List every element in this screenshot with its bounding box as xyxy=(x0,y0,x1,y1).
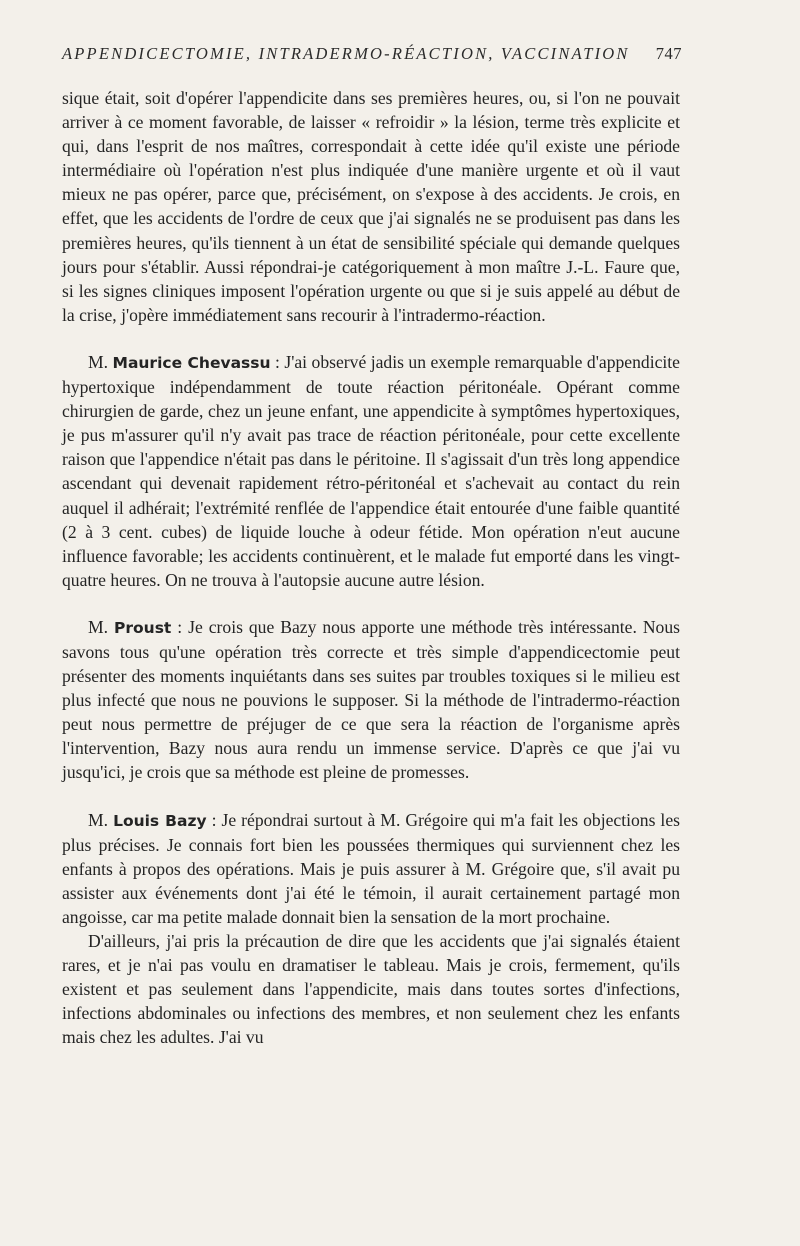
speaker-prefix: M. xyxy=(88,351,109,372)
speaker-prefix: M. xyxy=(88,616,109,637)
paragraph-bazy xyxy=(62,808,680,929)
speaker-prefix: M. xyxy=(88,809,109,830)
paragraph-text: : Je répondrai surtout à M. Grégoire qui m'a fait les objections les plus précises. Je connais fort bien les poussées thermiques qui surviennent chez les enfants à propos des opérations. Mais je puis assurer à M. Grégoire que, s'il avait pu assister aux événements dont j'ai été le témoin, il aurait certainement partagé mon angoisse, car ma petite malade donnait bien la sensation de la mort prochaine. xyxy=(62,809,680,927)
paragraph-text: : Je crois que Bazy nous apporte une méthode très intéressante. Nous savons tous qu'une opération très correcte et très simple d'appendicectomie peut présenter des moments inquiétants dans ses suites par troubles toxiques si le milieu est plus infecté que nous ne pouvions le supposer. Si la méthode de l'intradermo-réaction peut nous permettre de préjuger de ce que sera la réaction de l'organisme après l'intervention, Bazy nous aura rendu un immense service. D'après ce que j'ai vu jusqu'ici, je crois que sa méthode est pleine de promesses. xyxy=(62,616,680,783)
body-text xyxy=(62,86,680,1049)
paragraph-chevassu xyxy=(62,350,680,592)
running-header xyxy=(62,44,682,64)
speaker-name: Proust xyxy=(114,618,172,637)
speaker-name: Maurice Chevassu xyxy=(112,353,271,372)
paragraph-continuation: sique était, soit d'opérer l'appendicite dans ses premières heures, ou, si l'on ne pouvait arriver à ce moment favorable, de laisser « refroidir » la lésion, terme très explicite et qui, dans l'esprit de nos maîtres, correspondait à cette idée qu'il existe une période intermédiaire où l'opération n'est plus indiquée d'une manière urgente et où il vaut mieux ne pas opérer, parce que, précisément, on s'expose à des accidents. Je crois, en effet, que les accidents de l'ordre de ceux que j'ai signalés ne se produisent pas dans les premières heures, qu'ils tiennent à un état de sensibilité spéciale qui demande quelques jours pour s'établir. Aussi répondrai-je catégoriquement à mon maître J.-L. Faure que, si les signes cliniques imposent l'opération urgente ou que si je suis appelé au début de la crise, j'opère immédiatement sans recourir à l'intradermo-réaction. xyxy=(62,88,680,325)
page-number: 747 xyxy=(655,44,682,63)
paragraph-bazy-continued: D'ailleurs, j'ai pris la précaution de dire que les accidents que j'ai signalés étaient rares, et je n'ai pas voulu en dramatiser le tableau. Mais je crois, fermement, qu'ils existent et pas seulement dans l'appendicite, mais dans toutes sortes d'infections, infections abdominales ou infections des membres, et non seulement chez les enfants mais chez les adultes. J'ai vu xyxy=(62,931,680,1048)
running-title: APPENDICECTOMIE, INTRADERMO-RÉACTION, VACCINATION xyxy=(62,44,630,63)
paragraph-proust xyxy=(62,615,680,785)
speaker-name: Louis Bazy xyxy=(113,811,207,830)
paragraph-text: : J'ai observé jadis un exemple remarquable d'appendicite hypertoxique indépendamment de toute réaction péritonéale. Opérant comme chirurgien de garde, chez un jeune enfant, une appendicite à symptômes hypertoxiques, je pus m'assurer qu'il n'y avait pas trace de réaction péritonéale, pour cette excellente raison que l'appendice n'était pas dans le péritoine. Il s'agissait d'un très long appendice ascendant qui devenait rapidement rétro-péritonéal et s'achevait au contact du rein auquel il adhérait; l'extrémité renflée de l'appendice était entourée d'une faible quantité (2 à 3 cent. cubes) de liquide louche à odeur fétide. Mon opération n'eut aucune influence favorable; les accidents continuèrent, et le malade fut emporté dans les vingt-quatre heures. On ne trouva à l'autopsie aucune autre lésion. xyxy=(62,351,680,590)
